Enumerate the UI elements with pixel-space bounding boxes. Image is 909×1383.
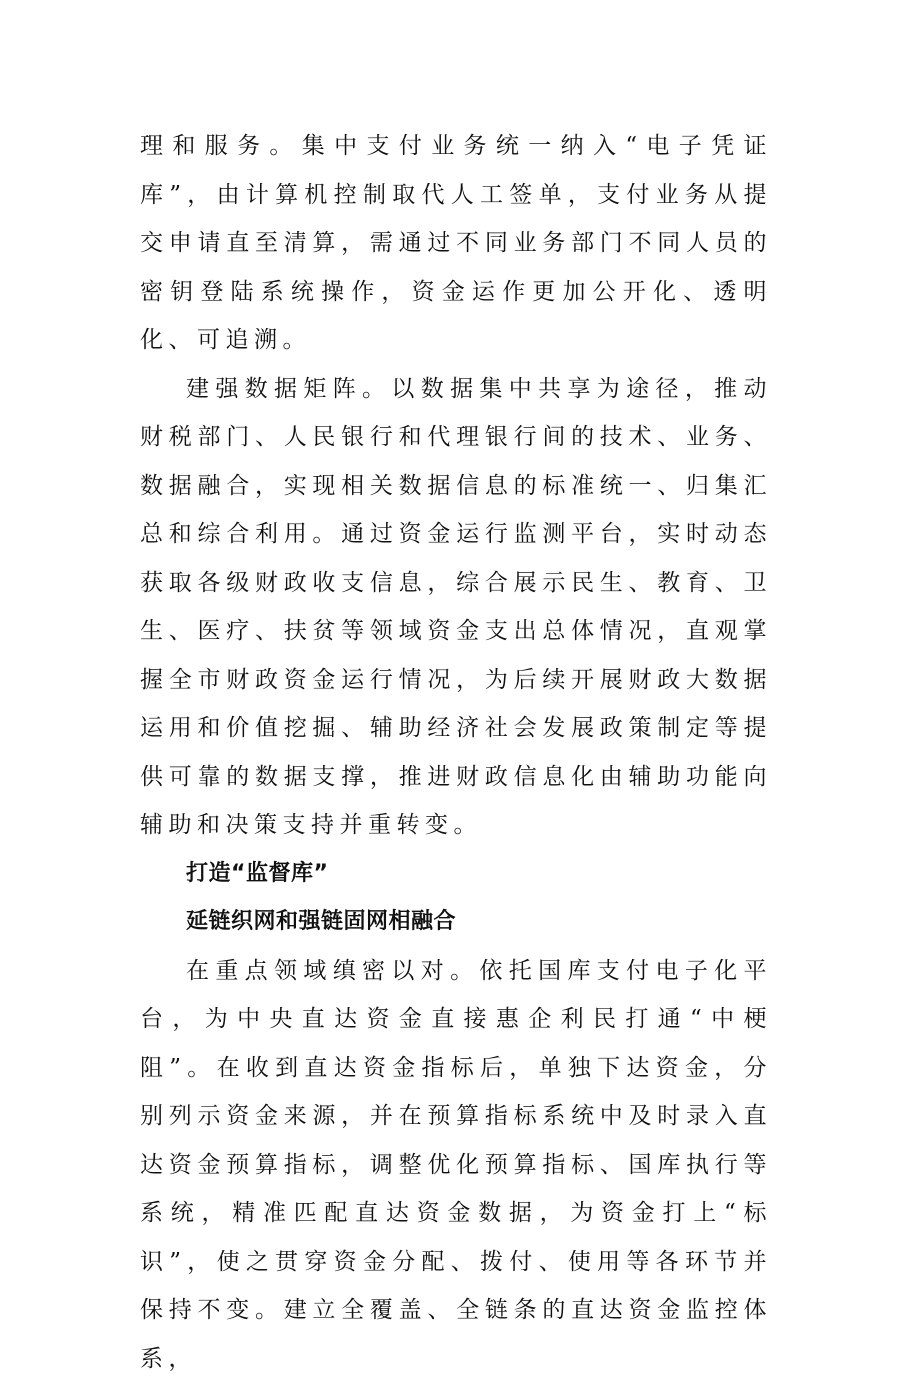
paragraph-continuation: 理和服务。集中支付业务统一纳入“电子凭证库”，由计算机控制取代人工签单，支付业务从提交申请直至清算，需通过不同业务部门不同人员的密钥登陆系统操作，资金运作更加公开化、透明化、可追溯。 xyxy=(140,122,772,365)
subsection-heading-chain-network: 延链织网和强链固网相融合 xyxy=(140,898,772,947)
section-heading-supervision-library: 打造“监督库” xyxy=(140,850,772,899)
paragraph-data-matrix: 建强数据矩阵。以数据集中共享为途径，推动财税部门、人民银行和代理银行间的技术、业务、数据融合，实现相关数据信息的标准统一、归集汇总和综合利用。通过资金运行监测平台，实时动态获取各级财政收支信息，综合展示民生、教育、卫生、医疗、扶贫等领域资金支出总体情况，直观掌握全市财政资金运行情况，为后续开展财政大数据运用和价值挖掘、辅助经济社会发展政策制定等提供可靠的数据支撑，推进财政信息化由辅助功能向辅助和决策支持并重转变。 xyxy=(140,365,772,850)
document-body xyxy=(140,122,772,1383)
paragraph-key-areas: 在重点领域缜密以对。依托国库支付电子化平台，为中央直达资金直接惠企利民打通“中梗阻”。在收到直达资金指标后，单独下达资金，分别列示资金来源，并在预算指标系统中及时录入直达资金预算指标，调整优化预算指标、国库执行等系统，精准匹配直达资金数据，为资金打上“标识”，使之贯穿资金分配、拨付、使用等各环节并保持不变。建立全覆盖、全链条的直达资金监控体系， xyxy=(140,947,772,1383)
